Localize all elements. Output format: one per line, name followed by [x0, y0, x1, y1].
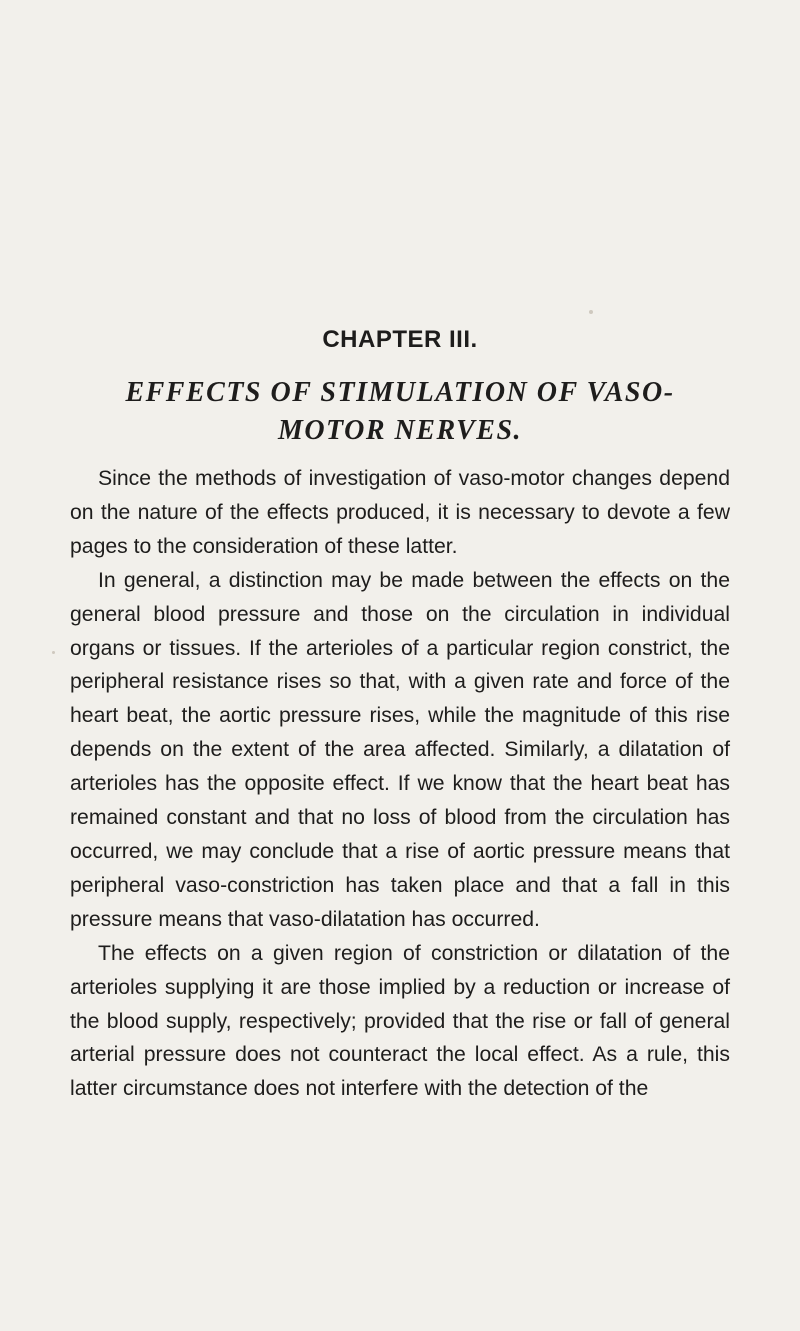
chapter-title-line-1: EFFECTS OF STIMULATION OF VASO- [125, 377, 675, 408]
chapter-title-line-2: MOTOR NERVES. [277, 415, 523, 446]
chapter-title [0, 374, 800, 450]
paragraph: The effects on a given region of constriction or dilatation of the arterioles supplying it are those implied by a reduction or increase of the blood supply, respectively; provided that the rise or fall of general arterial pressure does not counteract the local effect. As a rule, this latter circumstance does not interfere with the detection of the [70, 941, 730, 1101]
body-text [70, 462, 730, 1106]
paper-speck [589, 310, 593, 314]
chapter-heading: CHAPTER III. [322, 326, 478, 353]
paragraph: Since the methods of investigation of vaso-motor changes depend on the nature of the effects produced, it is necessary to devote a few pages to the consideration of these latter. [70, 467, 730, 558]
paragraph: In general, a distinction may be made between the effects on the general blood pressure and those on the circulation in individual organs or tissues. If the arterioles of a particular region constrict, the peripheral resistance rises so that, with a given rate and force of the heart beat, the aortic pressure rises, while the magnitude of this rise depends on the extent of the area affected. Similarly, a dilatation of arterioles has the opposite effect. If we know that the heart beat has remained constant and that no loss of blood from the circulation has occurred, we may conclude that a rise of aortic pressure means that peripheral vaso-constriction has taken place and that a fall in this pressure means that vaso-dilatation has occurred. [70, 568, 730, 931]
paper-speck [52, 651, 55, 654]
